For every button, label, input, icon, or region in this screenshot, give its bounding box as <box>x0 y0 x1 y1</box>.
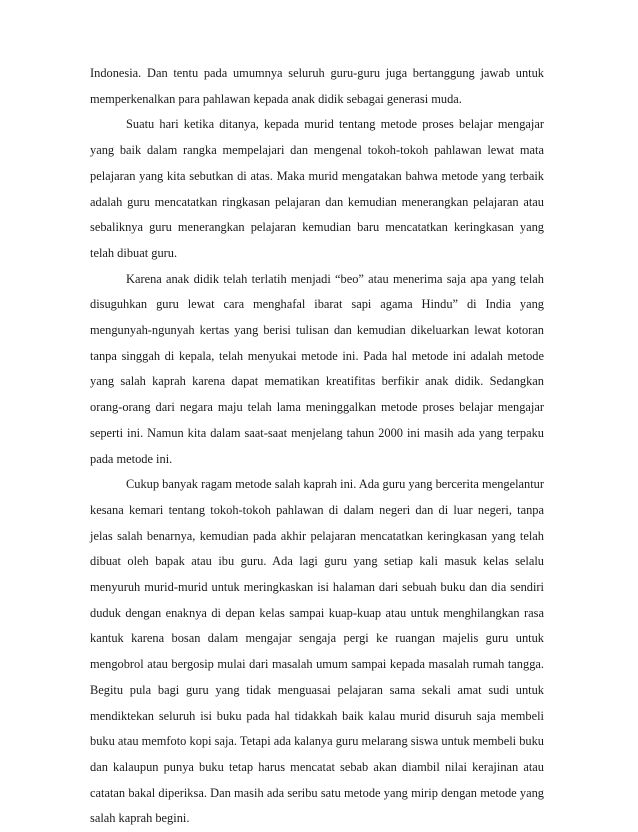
paragraph-2: Suatu hari ketika ditanya, kepada murid tentang metode proses belajar mengajar yang baik dalam rangka mempelajari dan mengenal tokoh-tokoh pahlawan lewat mata pelajaran yang kita sebutkan di atas. Maka murid mengatakan bahwa metode yang terbaik adalah guru mencatatkan ringkasan pelajaran dan kemudian menerangkan pelajaran atau sebaliknya guru menerangkan pelajaran kemudian baru mencatatkan keringkasan yang telah dibuat guru. <box>90 117 544 260</box>
paragraph-3: Karena anak didik telah terlatih menjadi “beo” atau menerima saja apa yang telah disuguhkan guru lewat cara menghafal ibarat sapi agama Hindu” di India yang mengunyah-ngunyah kertas yang berisi tulisan dan kemudian dikeluarkan lewat kotoran tanpa singgah di kepala, telah menyukai metode ini. Pada hal metode ini adalah metode yang salah kaprah karena dapat mematikan kreatifitas berfikir anak didik. Sedangkan orang-orang dari negara maju telah lama meninggalkan metode proses belajar mengajar seperti ini. Namun kita dalam saat-saat menjelang tahun 2000 ini masih ada yang terpaku pada metode ini. <box>90 271 544 466</box>
paragraph-1: Indonesia. Dan tentu pada umumnya seluruh guru-guru juga bertanggung jawab untuk memperkenalkan para pahlawan kepada anak didik sebagai generasi muda. <box>90 66 544 106</box>
body-text <box>90 61 544 832</box>
paragraph-4: Cukup banyak ragam metode salah kaprah ini. Ada guru yang bercerita mengelantur kesana kemari tentang tokoh-tokoh pahlawan di dalam negeri dan di luar negeri, tanpa jelas salah benarnya, kemudian pada akhir pelajaran mencatatkan keringkasan yang telah dibuat oleh bapak atau ibu guru. Ada lagi guru yang setiap kali masuk kelas selalu menyuruh murid-murid untuk meringkaskan isi halaman dari sebuah buku dan dia sendiri duduk dengan enaknya di depan kelas sampai kuap-kuap atau untuk menghilangkan rasa kantuk karena bosan dalam mengajar sengaja pergi ke ruangan majelis guru untuk mengobrol atau bergosip mulai dari masalah umum sampai kepada masalah rumah tangga. Begitu pula bagi guru yang tidak menguasai pelajaran sama sekali amat sudi untuk mendiktekan seluruh isi buku pada hal tidakkah baik kalau murid disuruh saja membeli buku atau memfoto kopi saja. Tetapi ada kalanya guru melarang siswa untuk membeli buku dan kalaupun punya buku tetap harus mencatat sebab akan diambil nilai kerajinan atau catatan bakal diperiksa. Dan masih ada seribu satu metode yang mirip dengan metode yang salah kaprah begini. <box>90 477 544 826</box>
